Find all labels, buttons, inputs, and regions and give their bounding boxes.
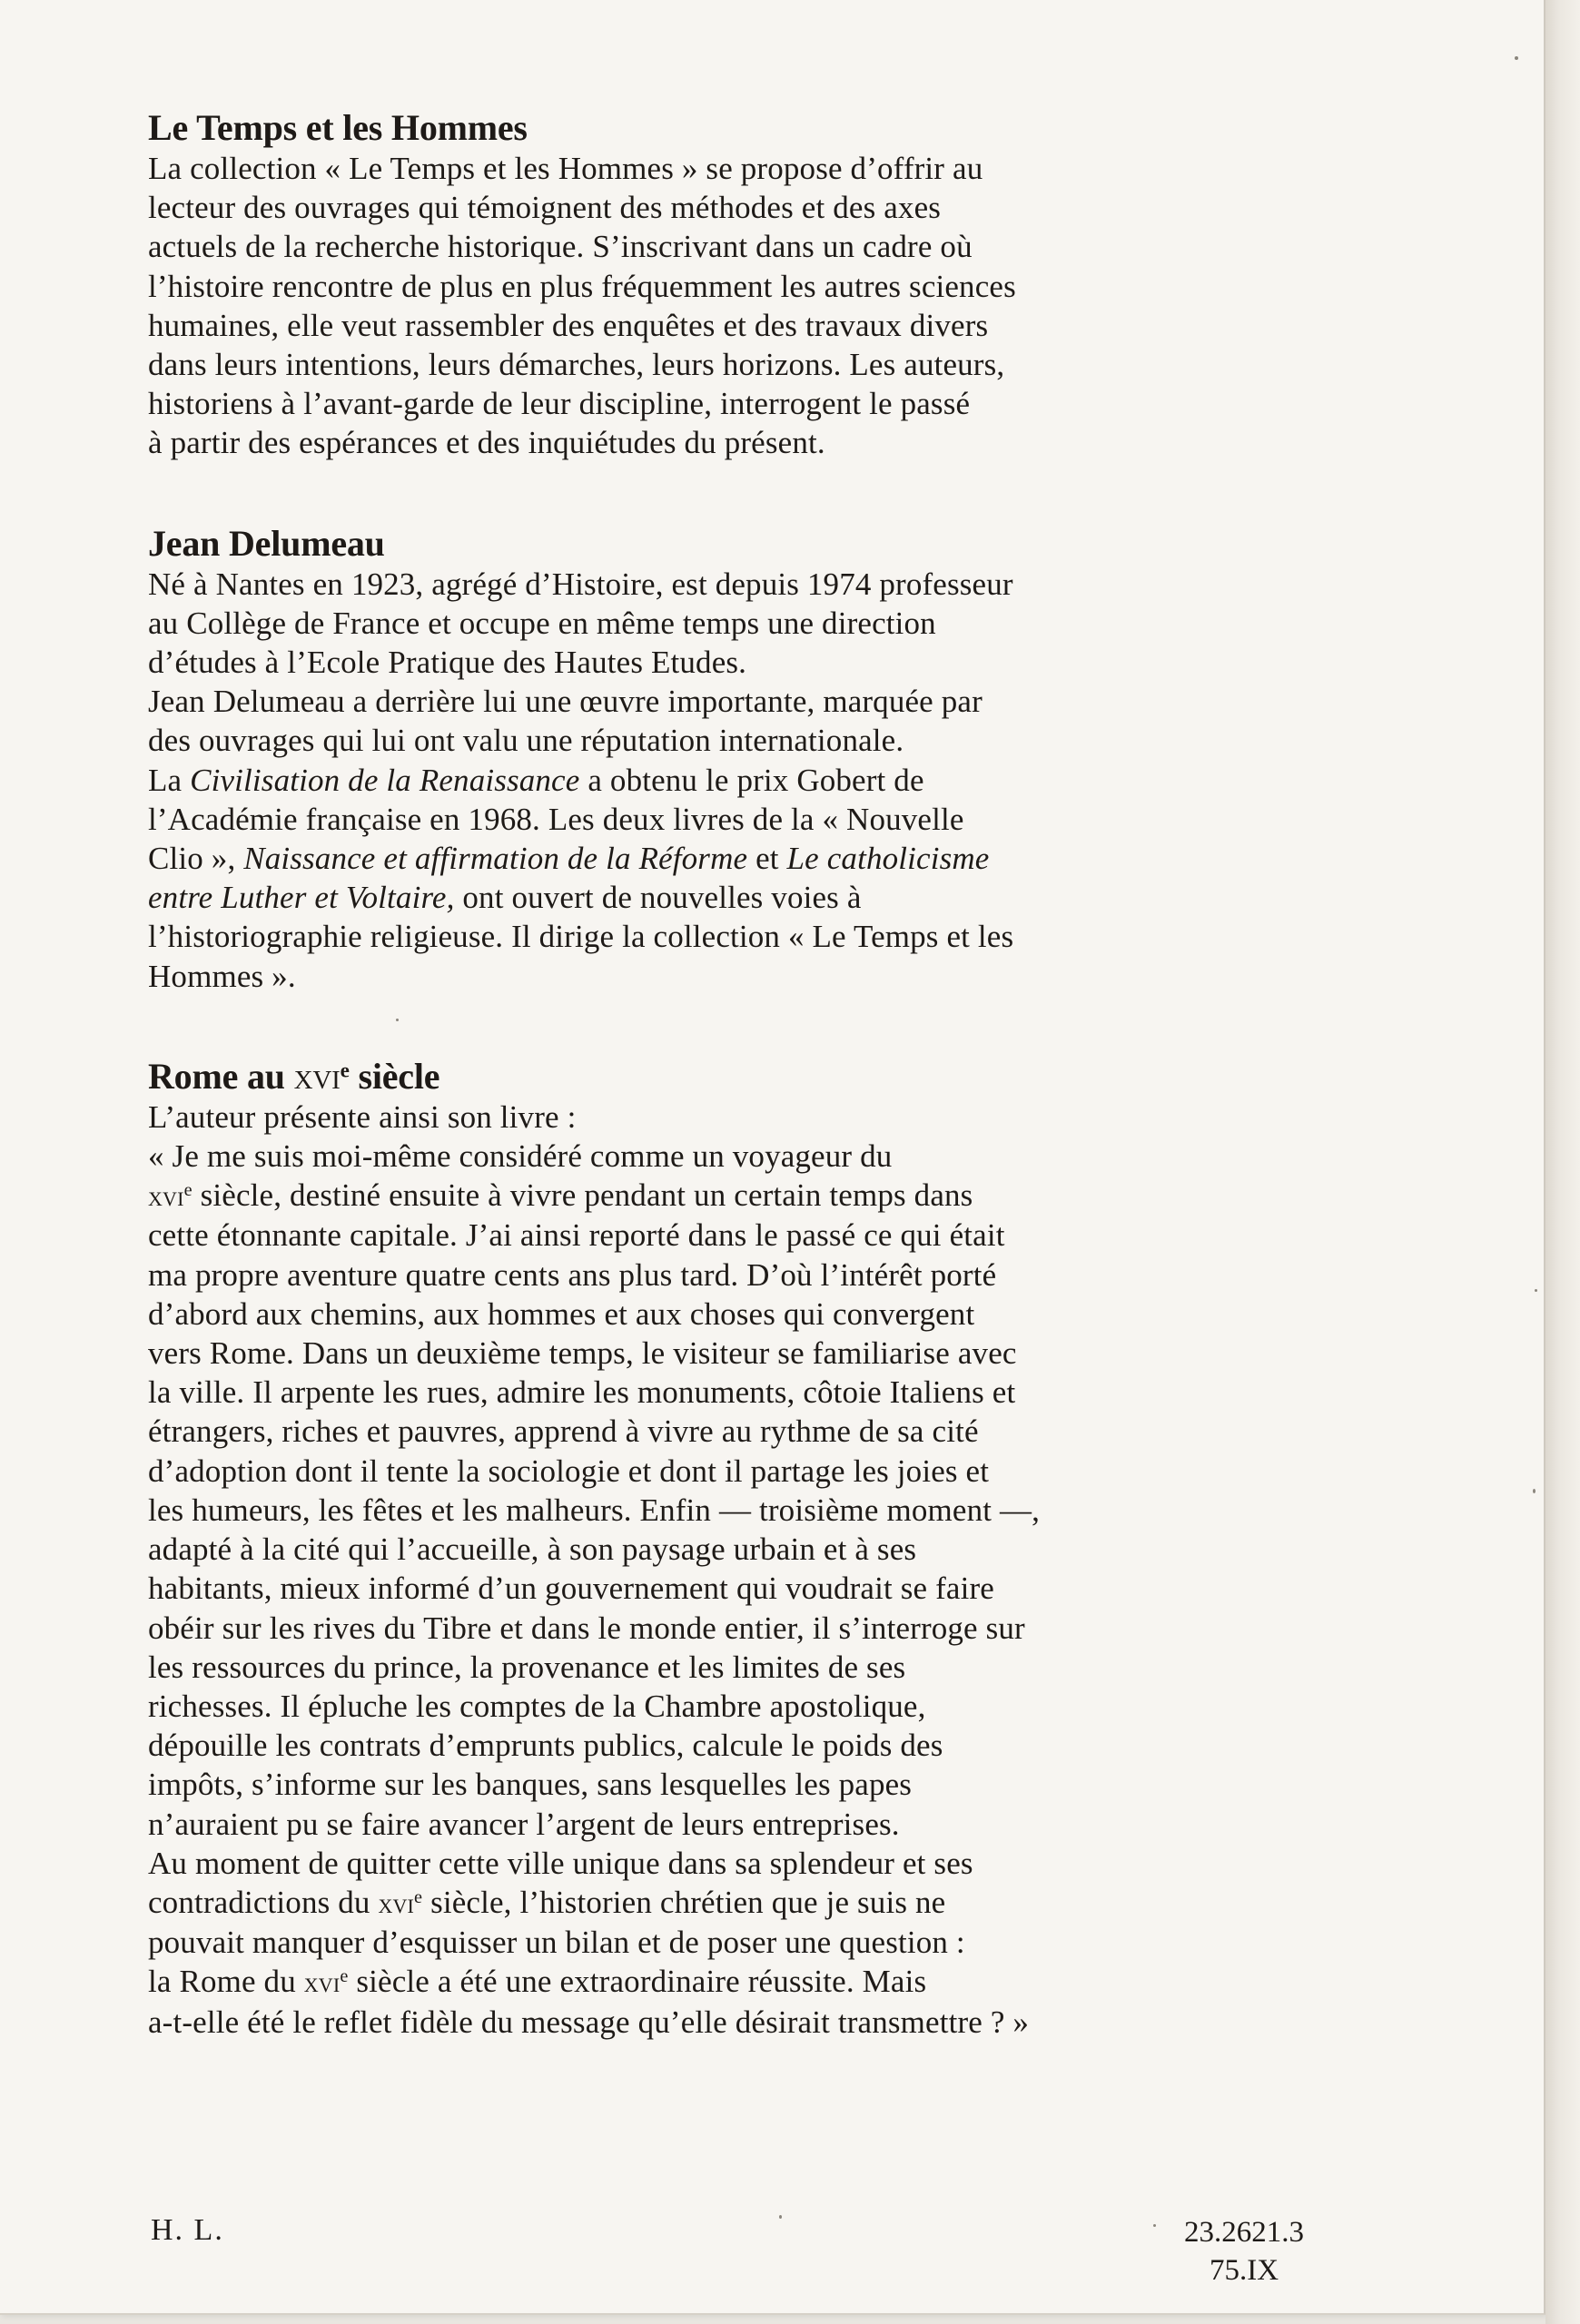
text-line: la ville. Il arpente les rues, admire les monuments, côtoie Italiens et — [148, 1374, 1016, 1411]
paper-speck — [396, 1019, 399, 1021]
text-line: d’abord aux chemins, aux hommes et aux choses qui convergent — [148, 1295, 975, 1332]
text-fragment: contradictions du — [148, 1884, 379, 1920]
text-line: Jean Delumeau a derrière lui une œuvre importante, marquée par — [148, 684, 983, 720]
text-line: habitants, mieux informé d’un gouvernement qui voudrait se faire — [148, 1571, 994, 1607]
text-line: L’auteur présente ainsi son livre : — [148, 1098, 577, 1135]
text-line: les humeurs, les fêtes et les malheurs. Enfin — troisième moment —, — [148, 1492, 1041, 1528]
text-line: n’auraient pu se faire avancer l’argent de leurs entreprises. — [148, 1806, 900, 1842]
text-line: d’études à l’Ecole Pratique des Hautes Etudes. — [148, 645, 747, 681]
text-line: Né à Nantes en 1923, agrégé d’Histoire, est depuis 1974 professeur — [148, 566, 1013, 602]
text-line: au Collège de France et occupe en même temps une direction — [148, 605, 936, 641]
text-fragment: la Rome du — [148, 1964, 304, 2000]
century-numeral: xvi — [148, 1180, 184, 1213]
superscript: e — [340, 1059, 350, 1083]
text-line: historiens à l’avant-garde de leur discipline, interrogent le passé — [148, 386, 971, 422]
text-line: l’historiographie religieuse. Il dirige la collection « Le Temps et les — [148, 919, 1014, 955]
book-title: Le catholicisme — [786, 841, 990, 877]
text-fragment: siècle, l’historien chrétien que je suis ne — [422, 1884, 946, 1920]
text-line: les ressources du prince, la provenance et les limites de ses — [148, 1649, 906, 1685]
text-line: actuels de la recherche historique. S’inscrivant dans un cadre où — [148, 229, 973, 265]
text-line: dépouille les contrats d’emprunts publics, calcule le poids des — [148, 1728, 943, 1764]
text-line — [148, 761, 1238, 800]
book-title: Civilisation de la Renaissance — [190, 762, 580, 798]
collection-paragraph — [148, 149, 1238, 463]
catalog-code: 23.2621.3 — [1184, 2216, 1304, 2249]
book-paragraph — [148, 1098, 1238, 2042]
footer-initials: H. L. — [151, 2213, 224, 2247]
section-collection — [148, 107, 1238, 463]
paper-speck — [1153, 2224, 1156, 2227]
text-line: humaines, elle veut rassembler des enquêtes et des travaux divers — [148, 307, 989, 343]
back-cover-text — [148, 107, 1238, 2042]
print-date-code: 75.IX — [1209, 2254, 1279, 2287]
text-line: richesses. Il épluche les comptes de la Chambre apostolique, — [148, 1688, 926, 1724]
text-line: cette étonnante capitale. J’ai ainsi reporté dans le passé ce qui était — [148, 1217, 1005, 1254]
page-edge — [1545, 0, 1580, 2324]
book-title: Naissance et affirmation de la Réforme — [243, 841, 748, 877]
text-line — [148, 1883, 1238, 1923]
text-fragment: ont ouvert de nouvelles voies à — [454, 880, 862, 916]
century-numeral: xvi — [293, 1055, 341, 1097]
text-fragment: La — [148, 762, 191, 798]
text-line — [148, 878, 1238, 917]
text-line: Au moment de quitter cette ville unique dans sa splendeur et ses — [148, 1845, 973, 1881]
text-line: La collection « Le Temps et les Hommes » se propose d’offrir au — [148, 151, 983, 186]
title-fragment: Rome au — [148, 1055, 294, 1097]
section-author — [148, 523, 1238, 996]
superscript: e — [414, 1886, 423, 1907]
text-line — [148, 1962, 1238, 2002]
footer-catalog-number — [1162, 2213, 1326, 2290]
superscript: e — [340, 1966, 349, 1987]
text-line: d’adoption dont il tente la sociologie et dont il partage les joies et — [148, 1452, 990, 1489]
text-line: obéir sur les rives du Tibre et dans le monde entier, il s’interroge sur — [148, 1610, 1025, 1646]
text-fragment: siècle, destiné ensuite à vivre pendant un certain temps dans — [192, 1177, 973, 1214]
text-fragment: et — [747, 841, 787, 877]
paper-speck — [779, 2215, 782, 2219]
text-line: Hommes ». — [148, 958, 296, 994]
author-paragraph — [148, 565, 1238, 996]
text-line: l’Académie française en 1968. Les deux livres de la « Nouvelle — [148, 801, 964, 837]
text-line: impôts, s’informe sur les banques, sans lesquelles les papes — [148, 1767, 913, 1803]
century-numeral: xvi — [378, 1886, 415, 1919]
section-book — [148, 1056, 1238, 2042]
text-line: à partir des espérances et des inquiétudes du présent. — [148, 425, 825, 461]
paper-speck — [1533, 1489, 1536, 1493]
section-title-collection: Le Temps et les Hommes — [148, 107, 528, 148]
text-line: lecteur des ouvrages qui témoignent des méthodes et des axes — [148, 190, 942, 226]
text-line: dans leurs intentions, leurs démarches, leurs horizons. Les auteurs, — [148, 347, 1005, 383]
text-line: « Je me suis moi-même considéré comme un voyageur du — [148, 1138, 893, 1175]
superscript: e — [183, 1180, 193, 1201]
text-line — [148, 1176, 1238, 1216]
text-line: vers Rome. Dans un deuxième temps, le visiteur se familiarise avec — [148, 1335, 1017, 1372]
text-line: des ouvrages qui lui ont valu une réputation internationale. — [148, 723, 904, 759]
text-line: pouvait manquer d’esquisser un bilan et de poser une question : — [148, 1925, 965, 1961]
text-line: ma propre aventure quatre cents ans plus tard. D’où l’intérêt porté — [148, 1256, 997, 1293]
book-title: entre Luther et Voltaire, — [148, 880, 455, 916]
text-fragment: Clio », — [148, 841, 244, 877]
paper-speck — [1535, 1289, 1537, 1292]
century-numeral: xvi — [303, 1966, 341, 1999]
text-fragment: siècle a été une extraordinaire réussite. Mais — [348, 1964, 927, 2000]
text-line: a-t-elle été le reflet fidèle du message qu’elle désirait transmettre ? » — [148, 2004, 1030, 2040]
title-fragment: siècle — [349, 1055, 440, 1097]
text-line: adapté à la cité qui l’accueille, à son paysage urbain et à ses — [148, 1531, 917, 1568]
text-fragment: a obtenu le prix Gobert de — [579, 762, 924, 798]
section-title-author: Jean Delumeau — [148, 522, 385, 564]
text-line — [148, 839, 1238, 878]
text-line: étrangers, riches et pauvres, apprend à vivre au rythme de sa cité — [148, 1413, 979, 1450]
paper-speck — [1515, 56, 1518, 60]
section-title-book — [148, 1056, 1238, 1098]
text-line: l’histoire rencontre de plus en plus fréquemment les autres sciences — [148, 268, 1016, 304]
